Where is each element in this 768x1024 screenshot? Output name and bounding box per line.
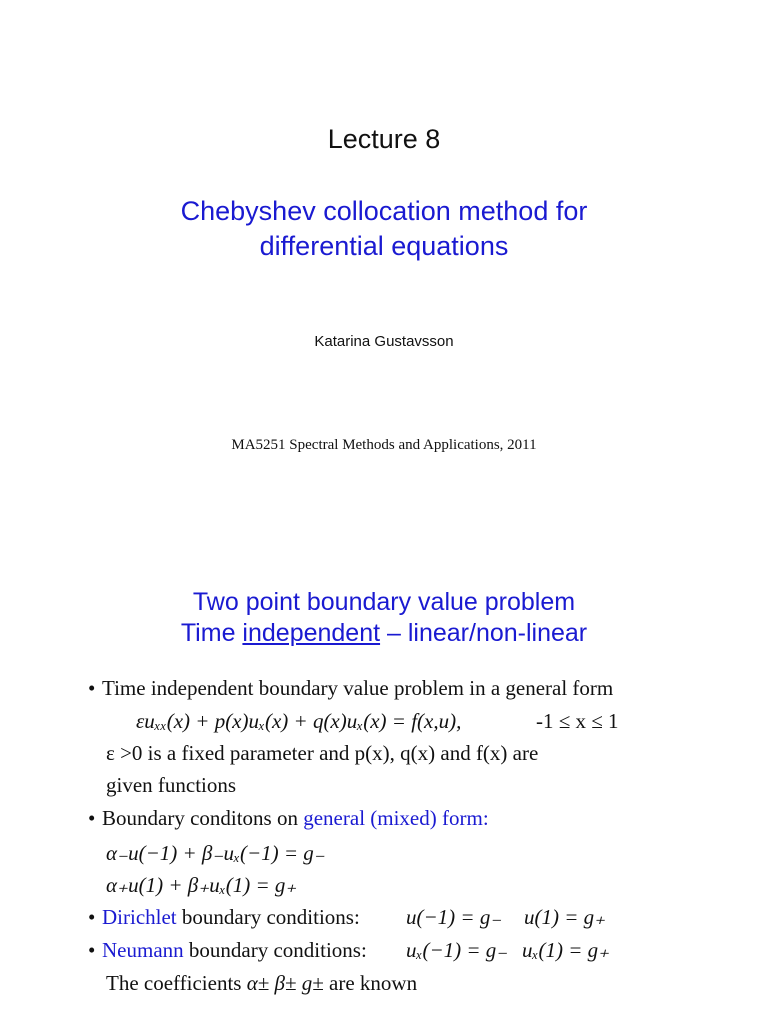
bullet-3-highlight: Dirichlet <box>102 905 177 929</box>
heading-prefix: Time <box>180 619 243 647</box>
lecture-title: Lecture 8 <box>327 124 441 154</box>
bullet-3 <box>88 905 360 930</box>
bullet-4-highlight: Neumann <box>102 938 184 962</box>
slide2-heading-line2 <box>0 619 768 648</box>
bullet-dot: • <box>88 905 96 929</box>
equation-domain: -1 ≤ x ≤ 1 <box>536 709 619 733</box>
coeff-prefix: The coefficients <box>106 971 247 995</box>
coefficients-line <box>106 971 417 996</box>
mixed-bc-1: α₋u(−1) + β₋uₓ(−1) = g₋ <box>106 841 325 865</box>
bullet-2 <box>88 806 489 831</box>
bullet-4-text: boundary conditions: <box>183 938 367 962</box>
lecture-subtitle-line1: Chebyshev collocation method for <box>180 196 588 226</box>
bullet-2-highlight: general (mixed) form: <box>303 806 489 830</box>
neumann-left: uₓ(−1) = g₋ <box>406 938 508 962</box>
bullet-dot: • <box>88 938 96 962</box>
bullet-3-text: boundary conditions: <box>176 905 360 929</box>
bullet-1 <box>88 676 613 701</box>
mixed-bc-2: α₊u(1) + β₊uₓ(1) = g₊ <box>106 873 297 897</box>
lecture-subtitle-line2: differential equations <box>259 231 509 261</box>
bullet-dot: • <box>88 806 96 830</box>
dirichlet-right: u(1) = g₊ <box>524 905 606 929</box>
param-line-2: given functions <box>106 773 237 797</box>
heading-underlined-word: independent <box>242 619 381 647</box>
neumann-right: uₓ(1) = g₊ <box>522 938 610 962</box>
author-name: Katarina Gustavsson <box>314 333 454 350</box>
param-line: ε >0 is a fixed parameter and p(x), q(x) and f(x) are <box>106 741 539 765</box>
bullet-1-text: Time independent boundary value problem in a general form <box>102 676 614 700</box>
slide2-heading-line1: Two point boundary value problem <box>192 588 576 616</box>
coeff-suffix: are known <box>323 971 418 995</box>
dirichlet-left: u(−1) = g₋ <box>406 905 502 929</box>
coeff-symbols: α± β± g± <box>246 971 324 995</box>
bullet-dot: • <box>88 676 96 700</box>
bullet-4 <box>88 938 367 963</box>
main-equation: εuₓₓ(x) + p(x)uₓ(x) + q(x)uₓ(x) = f(x,u), <box>136 709 462 733</box>
bullet-2-text: Boundary conditons on <box>102 806 304 830</box>
heading-suffix: – linear/non-linear <box>380 619 588 647</box>
course-info: MA5251 Spectral Methods and Applications, 2011 <box>231 437 537 453</box>
